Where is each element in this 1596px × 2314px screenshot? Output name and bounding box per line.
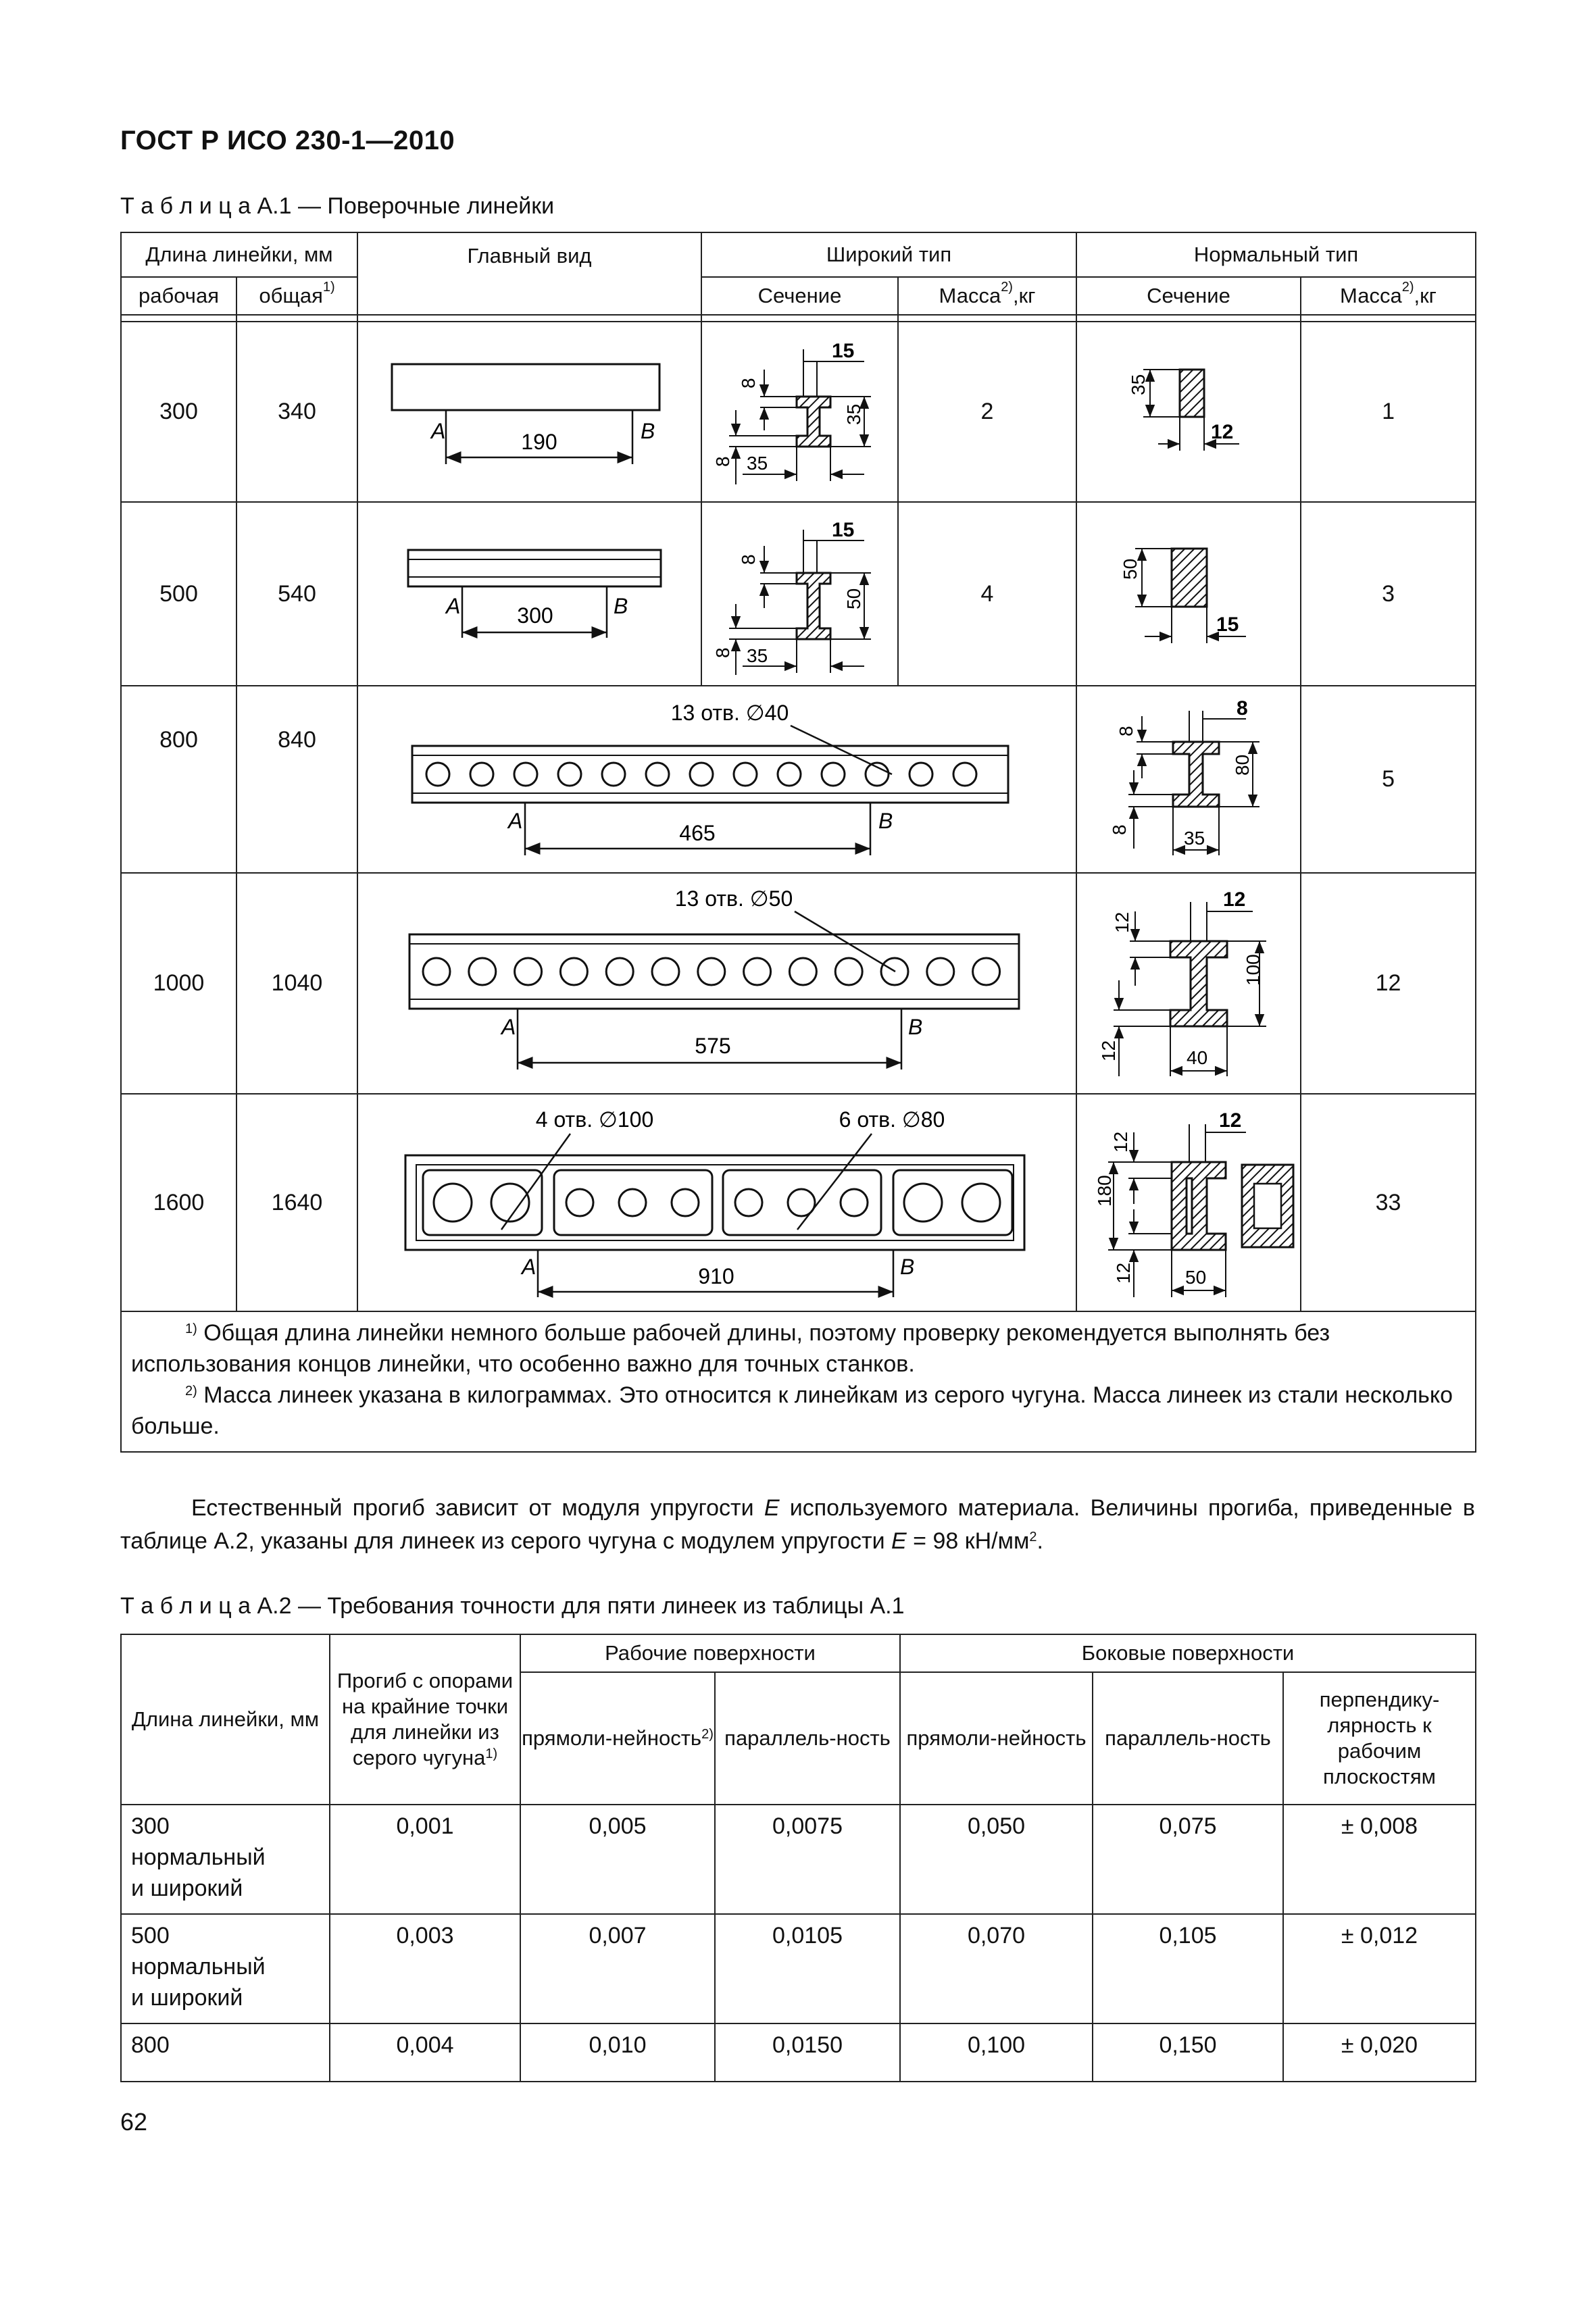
note-2: $^{2)}$ Масса линеек указана в килограммах. Это относится к линейкам из серого чугуна. Масса линеек из стали несколько больше. <box>131 1382 1453 1439</box>
svg-text:8: 8 <box>1116 726 1137 736</box>
table-row <box>121 686 1476 873</box>
main-view-drawing <box>357 686 1076 873</box>
svg-text:8: 8 <box>1237 697 1248 720</box>
table-a1 <box>120 232 1476 1453</box>
header-perpendicularity: перпендику-лярность к рабочим плоскостям <box>1283 1672 1476 1805</box>
hole-circle <box>953 763 976 786</box>
cell-perp: ± 0,012 <box>1283 1914 1476 2023</box>
svg-text:8: 8 <box>712 456 733 467</box>
header-length: Длина линейки, мм <box>121 232 357 277</box>
holes-small-label: 6 отв. ∅80 <box>839 1107 945 1132</box>
holes-label: 13 отв. ∅50 <box>674 886 793 911</box>
hole-circle <box>927 958 954 985</box>
svg-text:50: 50 <box>1185 1267 1207 1288</box>
hole-circle <box>789 958 816 985</box>
svg-text:180: 180 <box>1094 1175 1116 1207</box>
header-total: общая$^{1)}$ <box>236 277 357 315</box>
table-row <box>121 2023 1476 2082</box>
main-view-drawing <box>357 1094 1076 1311</box>
svg-text:12: 12 <box>1211 421 1234 443</box>
svg-text:A: A <box>446 594 461 618</box>
svg-text:15: 15 <box>832 519 855 541</box>
svg-text:15: 15 <box>1216 613 1239 636</box>
cell-w-parallel: 0,0150 <box>715 2023 900 2082</box>
hole-circle <box>560 958 587 985</box>
normal-section-drawing <box>1076 873 1301 1094</box>
svg-text:8: 8 <box>1109 824 1130 835</box>
svg-text:15: 15 <box>832 340 855 362</box>
svg-text:12: 12 <box>1113 1262 1134 1284</box>
table1-caption: Т а б л и ц а А.1 — Поверочные линейки <box>120 193 555 219</box>
svg-text:A: A <box>508 809 523 833</box>
header-main-view: Главный вид <box>357 232 701 315</box>
total-length: 1040 <box>236 873 357 1094</box>
svg-text:8: 8 <box>738 554 759 565</box>
svg-text:B: B <box>614 594 628 618</box>
cell-s-straight: 0,070 <box>900 1914 1093 2023</box>
normal-section-drawing <box>1076 502 1301 686</box>
hole-circle <box>515 958 542 985</box>
svg-text:B: B <box>878 809 893 833</box>
working-length: 300 <box>121 322 236 502</box>
cell-perp: ± 0,020 <box>1283 2023 1476 2082</box>
document-header: ГОСТ Р ИСО 230-1—2010 <box>120 126 455 155</box>
svg-text:B: B <box>908 1015 923 1039</box>
svg-text:12: 12 <box>1098 1040 1120 1061</box>
svg-text:8: 8 <box>738 378 759 388</box>
mass-normal: 12 <box>1301 873 1476 1094</box>
svg-text:A: A <box>522 1255 537 1279</box>
page-number: 62 <box>120 2108 148 2136</box>
svg-text:35: 35 <box>1128 374 1149 395</box>
header-mass-wide: Масса$^{2)}$,кг <box>898 277 1076 315</box>
cell-s-straight: 0,100 <box>900 2023 1093 2082</box>
svg-text:575: 575 <box>695 1034 731 1058</box>
table-row <box>121 1805 1476 1914</box>
svg-text:12: 12 <box>1219 1109 1242 1132</box>
hole-circle <box>646 763 669 786</box>
cell-s-parallel: 0,105 <box>1093 1914 1283 2023</box>
working-length: 1000 <box>121 873 236 1094</box>
mass-normal: 33 <box>1301 1094 1476 1311</box>
main-view-drawing <box>357 873 1076 1094</box>
table-row <box>121 502 1476 686</box>
cell-w-parallel: 0,0075 <box>715 1805 900 1914</box>
mass-wide: 4 <box>898 502 1076 686</box>
normal-section-drawing <box>1076 322 1301 502</box>
svg-text:465: 465 <box>679 821 716 845</box>
working-length: 500 <box>121 502 236 686</box>
header-wide-type: Широкий тип <box>701 232 1076 277</box>
wide-section-drawing <box>701 502 898 686</box>
cell-s-straight: 0,050 <box>900 1805 1093 1914</box>
header-length: Длина линейки, мм <box>121 1634 330 1805</box>
total-length: 1640 <box>236 1094 357 1311</box>
header-working: рабочая <box>121 277 236 315</box>
header-parallelism: параллель-ность <box>715 1672 900 1805</box>
cell-length: 300 нормальный и широкий <box>121 1805 330 1914</box>
svg-text:50: 50 <box>843 588 864 609</box>
header-working-surfaces: Рабочие поверхности <box>520 1634 900 1672</box>
holes-big-label: 4 отв. ∅100 <box>535 1107 654 1132</box>
cell-deflection: 0,004 <box>330 2023 520 2082</box>
hole-circle <box>514 763 537 786</box>
svg-text:12: 12 <box>1112 911 1133 933</box>
cell-perp: ± 0,008 <box>1283 1805 1476 1914</box>
table-row <box>121 322 1476 502</box>
working-length: 1600 <box>121 1094 236 1311</box>
svg-text:40: 40 <box>1187 1047 1208 1068</box>
svg-text:B: B <box>900 1255 915 1279</box>
hole-circle <box>470 763 493 786</box>
header-section-wide: Сечение <box>701 277 898 315</box>
header-side-surfaces: Боковые поверхности <box>900 1634 1476 1672</box>
normal-section-drawing <box>1076 686 1301 873</box>
cell-length: 500 нормальный и широкий <box>121 1914 330 2023</box>
holes-label: 13 отв. ∅40 <box>670 701 789 725</box>
hole-circle <box>469 958 496 985</box>
label-a: A <box>431 419 446 443</box>
svg-text:300: 300 <box>517 603 553 628</box>
note-1: $^{1)}$ Общая длина линейки немного больше рабочей длины, поэтому проверку рекомендуется выполнять без использования концов линейки, что особенно важно для точных станков. <box>131 1320 1330 1377</box>
svg-text:50: 50 <box>1120 558 1141 580</box>
cell-s-parallel: 0,150 <box>1093 2023 1283 2082</box>
header-parallelism-side: параллель-ность <box>1093 1672 1283 1805</box>
mass-normal: 1 <box>1301 322 1476 502</box>
table-row <box>121 1094 1476 1311</box>
svg-text:A: A <box>501 1015 516 1039</box>
cell-w-straight: 0,007 <box>520 1914 715 2023</box>
mass-normal: 3 <box>1301 502 1476 686</box>
hole-circle <box>744 958 771 985</box>
svg-text:8: 8 <box>712 647 733 658</box>
label-b: B <box>641 419 655 443</box>
hole-circle <box>973 958 1000 985</box>
table2-caption: Т а б л и ц а А.2 — Требования точности для пяти линеек из таблицы А.1 <box>120 1593 905 1619</box>
hole-circle <box>698 958 725 985</box>
cell-w-straight: 0,005 <box>520 1805 715 1914</box>
hole-circle <box>822 763 845 786</box>
hole-circle <box>835 958 862 985</box>
svg-text:35: 35 <box>747 453 768 474</box>
main-view-drawing <box>357 502 701 686</box>
mass-wide: 2 <box>898 322 1076 502</box>
main-view-drawing <box>357 322 701 502</box>
table1-notes <box>121 1311 1476 1452</box>
header-straightness-side: прямоли-нейность <box>900 1672 1093 1805</box>
hole-circle <box>606 958 633 985</box>
body-paragraph: Естественный прогиб зависит от модуля упругости E используемого материала. Величины прогиба, приведенные в таблице А.2, указаны для линеек из серого чугуна с модулем упругости E = 98 $кН/мм^2$. <box>120 1495 1475 1554</box>
cell-deflection: 0,001 <box>330 1805 520 1914</box>
table-row <box>121 1914 1476 2023</box>
cell-w-parallel: 0,0105 <box>715 1914 900 2023</box>
mass-normal: 5 <box>1301 686 1476 873</box>
table-a2 <box>120 1634 1476 2082</box>
header-straightness: прямоли-нейность$^{2)}$ <box>520 1672 715 1805</box>
svg-text:12: 12 <box>1110 1131 1132 1153</box>
header-section-normal: Сечение <box>1076 277 1301 315</box>
header-mass-normal: Масса$^{2)}$,кг <box>1301 277 1476 315</box>
dim-ab: 190 <box>521 430 557 454</box>
svg-text:100: 100 <box>1243 954 1264 986</box>
cell-s-parallel: 0,075 <box>1093 1805 1283 1914</box>
hole-circle <box>909 763 932 786</box>
total-length: 340 <box>236 322 357 502</box>
hole-circle <box>558 763 581 786</box>
header-deflection: Прогиб с опорами на крайние точки для линейки из серого чугуна$^{1)}$ <box>330 1634 520 1805</box>
svg-text:35: 35 <box>843 403 864 425</box>
total-length: 840 <box>236 686 357 873</box>
normal-section-drawing <box>1076 1094 1301 1311</box>
hole-circle <box>778 763 801 786</box>
cell-length: 800 <box>121 2023 330 2082</box>
svg-text:910: 910 <box>698 1264 734 1288</box>
cell-deflection: 0,003 <box>330 1914 520 2023</box>
hole-circle <box>690 763 713 786</box>
total-length: 540 <box>236 502 357 686</box>
hole-circle <box>602 763 625 786</box>
svg-text:80: 80 <box>1232 754 1253 776</box>
cell-w-straight: 0,010 <box>520 2023 715 2082</box>
hole-circle <box>423 958 450 985</box>
svg-text:12: 12 <box>1223 888 1246 911</box>
hole-circle <box>734 763 757 786</box>
hole-circle <box>652 958 679 985</box>
svg-text:35: 35 <box>1184 828 1205 849</box>
wide-section-drawing <box>701 322 898 502</box>
header-normal-type: Нормальный тип <box>1076 232 1476 277</box>
table-row <box>121 873 1476 1094</box>
svg-text:35: 35 <box>747 645 768 666</box>
working-length: 800 <box>121 686 236 873</box>
hole-circle <box>426 763 449 786</box>
